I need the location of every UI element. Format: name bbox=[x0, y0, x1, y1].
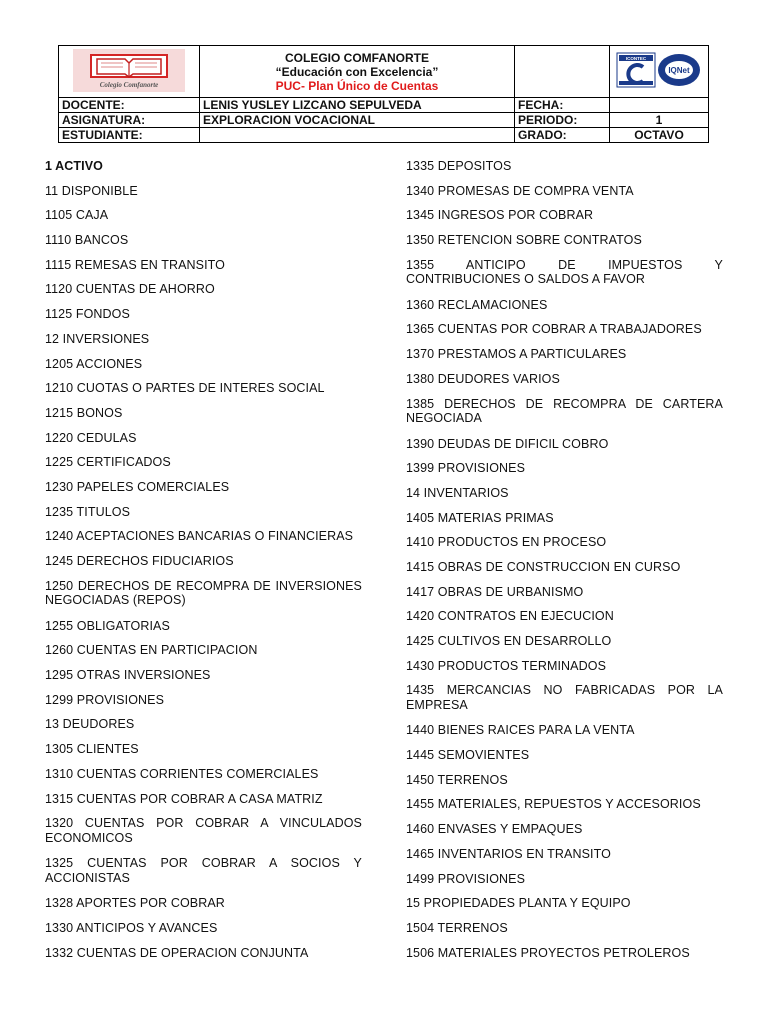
account-item: 1110 BANCOS bbox=[45, 233, 129, 248]
certification-logos bbox=[610, 46, 709, 98]
account-item: 1380 DEUDORES VARIOS bbox=[406, 371, 560, 386]
account-item: 1355 ANTICIPO DE IMPUESTOS Y CONTRIBUCIONES O SALDOS A FAVOR bbox=[406, 257, 723, 287]
school-logo bbox=[59, 46, 200, 98]
header-titles bbox=[200, 46, 515, 98]
account-item: 1125 FONDOS bbox=[45, 307, 130, 322]
account-item: 1315 CUENTAS POR COBRAR A CASA MATRIZ bbox=[45, 791, 323, 806]
account-item: 13 DEUDORES bbox=[45, 717, 135, 732]
svg-text:Colegio Comfanorte: Colegio Comfanorte bbox=[99, 80, 159, 89]
grado-label: GRADO: bbox=[515, 128, 610, 143]
account-item: 1504 TERRENOS bbox=[406, 920, 508, 935]
fecha-label: FECHA: bbox=[515, 98, 610, 113]
account-item: 1115 REMESAS EN TRANSITO bbox=[45, 257, 226, 272]
school-motto: “Educación con Excelencia” bbox=[275, 64, 439, 79]
svg-text:IQNet: IQNet bbox=[668, 66, 690, 75]
account-item: 1385 DERECHOS DE RECOMPRA DE CARTERA NEGOCIADA bbox=[406, 396, 723, 425]
account-item: 1205 ACCIONES bbox=[45, 356, 143, 371]
account-item: 1340 PROMESAS DE COMPRA VENTA bbox=[406, 183, 634, 198]
account-item: 15 PROPIEDADES PLANTA Y EQUIPO bbox=[406, 896, 631, 911]
account-item: 1299 PROVISIONES bbox=[45, 692, 165, 707]
account-item: 1260 CUENTAS EN PARTICIPACION bbox=[45, 643, 258, 658]
account-item: 1220 CEDULAS bbox=[45, 430, 137, 445]
account-item: 1425 CULTIVOS EN DESARROLLO bbox=[406, 634, 612, 648]
header-table bbox=[58, 45, 709, 143]
account-item: 1350 RETENCION SOBRE CONTRATOS bbox=[406, 233, 642, 248]
account-item: 1506 MATERIALES PROYECTOS PETROLEROS bbox=[406, 945, 690, 960]
account-item: 1415 OBRAS DE CONSTRUCCION EN CURSO bbox=[406, 559, 681, 574]
account-item: 1225 CERTIFICADOS bbox=[45, 455, 171, 470]
account-item: 1310 CUENTAS CORRIENTES COMERCIALES bbox=[45, 766, 319, 781]
account-item: 1305 CLIENTES bbox=[45, 742, 139, 757]
account-list-right bbox=[406, 159, 723, 970]
docente-label: DOCENTE: bbox=[59, 98, 200, 113]
account-item: 1445 SEMOVIENTES bbox=[406, 748, 530, 763]
grado-value: OCTAVO bbox=[610, 128, 709, 143]
account-item: 1335 DEPOSITOS bbox=[406, 159, 512, 173]
account-item: 1370 PRESTAMOS A PARTICULARES bbox=[406, 347, 627, 362]
account-item: 1250 DERECHOS DE RECOMPRA DE INVERSIONES NEGOCIADAS (REPOS) bbox=[45, 578, 362, 608]
account-item: 1410 PRODUCTOS EN PROCESO bbox=[406, 535, 607, 550]
asignatura-label: ASIGNATURA: bbox=[59, 113, 200, 128]
account-item: 1360 RECLAMACIONES bbox=[406, 297, 548, 312]
account-item: 1210 CUOTAS O PARTES DE INTERES SOCIAL bbox=[45, 381, 325, 396]
account-list-left bbox=[45, 159, 362, 970]
account-item: 1399 PROVISIONES bbox=[406, 461, 526, 476]
account-item: 1390 DEUDAS DE DIFICIL COBRO bbox=[406, 436, 609, 451]
account-item: 14 INVENTARIOS bbox=[406, 485, 509, 500]
account-item: 1120 CUENTAS DE AHORRO bbox=[45, 282, 215, 297]
docente-value: LENIS YUSLEY LIZCANO SEPULVEDA bbox=[200, 98, 515, 113]
account-item: 12 INVERSIONES bbox=[45, 331, 150, 346]
account-item: 1320 CUENTAS POR COBRAR A VINCULADOS ECONOMICOS bbox=[45, 816, 362, 845]
account-item: 1332 CUENTAS DE OPERACION CONJUNTA bbox=[45, 945, 309, 960]
account-item: 1245 DERECHOS FIDUCIARIOS bbox=[45, 554, 234, 568]
account-item: 11 DISPONIBLE bbox=[45, 183, 138, 198]
account-item: 1440 BIENES RAICES PARA LA VENTA bbox=[406, 723, 635, 738]
periodo-label: PERIODO: bbox=[515, 113, 610, 128]
account-item: 1405 MATERIAS PRIMAS bbox=[406, 510, 554, 525]
account-item: 1430 PRODUCTOS TERMINADOS bbox=[406, 658, 607, 673]
account-item: 1215 BONOS bbox=[45, 405, 123, 420]
account-item: 1328 APORTES POR COBRAR bbox=[45, 896, 225, 911]
account-item: 1499 PROVISIONES bbox=[406, 871, 526, 886]
account-item: 1365 CUENTAS POR COBRAR A TRABAJADORES bbox=[406, 322, 702, 337]
asignatura-value: EXPLORACION VOCACIONAL bbox=[200, 113, 515, 128]
account-item: 1240 ACEPTACIONES BANCARIAS O FINANCIERAS bbox=[45, 529, 354, 544]
account-item: 1295 OTRAS INVERSIONES bbox=[45, 668, 211, 683]
account-item: 1 ACTIVO bbox=[45, 159, 103, 173]
account-item: 1420 CONTRATOS EN EJECUCION bbox=[406, 609, 614, 624]
account-item: 1255 OBLIGATORIAS bbox=[45, 618, 170, 633]
account-item: 1455 MATERIALES, REPUESTOS Y ACCESORIOS bbox=[406, 797, 701, 812]
account-item: 1435 MERCANCIAS NO FABRICADAS POR LA EMPRESA bbox=[406, 683, 723, 712]
svg-text:ICONTEC: ICONTEC bbox=[625, 56, 647, 61]
account-item: 1235 TITULOS bbox=[45, 504, 131, 519]
account-item: 1465 INVENTARIOS EN TRANSITO bbox=[406, 846, 611, 861]
account-item: 1330 ANTICIPOS Y AVANCES bbox=[45, 920, 218, 935]
fecha-value bbox=[610, 98, 709, 113]
account-item: 1325 CUENTAS POR COBRAR A SOCIOS Y ACCIONISTAS bbox=[45, 856, 362, 885]
school-name: COLEGIO COMFANORTE bbox=[285, 50, 429, 65]
school-logo-icon bbox=[73, 49, 185, 92]
estudiante-label: ESTUDIANTE: bbox=[59, 128, 200, 143]
periodo-value: 1 bbox=[610, 113, 709, 128]
account-item: 1460 ENVASES Y EMPAQUES bbox=[406, 822, 583, 837]
estudiante-value bbox=[200, 128, 515, 143]
account-item: 1450 TERRENOS bbox=[406, 772, 508, 787]
account-item: 1345 INGRESOS POR COBRAR bbox=[406, 208, 594, 223]
account-item: 1417 OBRAS DE URBANISMO bbox=[406, 584, 584, 599]
account-item: 1230 PAPELES COMERCIALES bbox=[45, 479, 230, 494]
document-title: PUC- Plan Único de Cuentas bbox=[275, 78, 439, 93]
account-item: 1105 CAJA bbox=[45, 208, 109, 223]
certification-badges-icon bbox=[615, 50, 703, 90]
